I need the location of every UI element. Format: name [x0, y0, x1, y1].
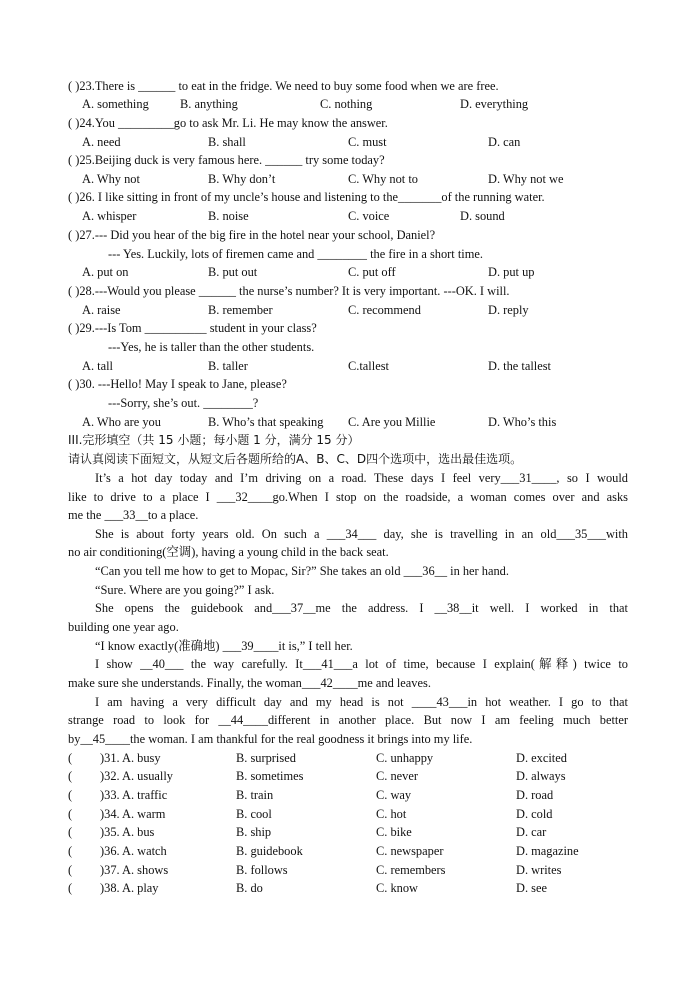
- cloze-33-option-b: B. train: [236, 788, 274, 802]
- cloze-34-option-d: D. cold: [516, 807, 553, 821]
- q24-option-d: D. can: [488, 135, 521, 149]
- question-23-stem: ( )23.There is ______ to eat in the fridge. We need to buy some food when we are free.: [68, 79, 499, 93]
- passage-line: no air conditioning(空调), having a young child in the back seat.: [68, 545, 389, 559]
- cloze-32-option-b: B. sometimes: [236, 769, 304, 783]
- q27-option-a: A. put on: [82, 265, 129, 279]
- cloze-33-option-a: )33. A. traffic: [100, 788, 168, 802]
- q28-option-c: C. recommend: [348, 303, 421, 317]
- section-instruction: 请认真阅读下面短文，从短文后各题所给的A、B、C、D四个选项中，选出最佳选项。: [68, 452, 523, 466]
- passage-line: It’s a hot day today and I’m driving on a road. These days I feel very___31____, so I would: [95, 471, 628, 485]
- cloze-35-option-d: D. car: [516, 825, 547, 839]
- q24-option-b: B. shall: [208, 135, 246, 149]
- q23-option-a: A. something: [82, 97, 149, 111]
- cloze-paren: (: [68, 863, 73, 877]
- cloze-38-option-c: C. know: [376, 881, 418, 895]
- passage-line: “Can you tell me how to get to Mopac, Sir?” She takes an old ___36__ in her hand.: [95, 564, 509, 578]
- cloze-33-option-d: D. road: [516, 788, 554, 802]
- cloze-36-option-a: )36. A. watch: [100, 844, 167, 858]
- cloze-32-option-c: C. never: [376, 769, 418, 783]
- cloze-37-option-d: D. writes: [516, 863, 562, 877]
- cloze-32-option-d: D. always: [516, 769, 566, 783]
- passage-line: “I know exactly(准确地) ___39____it is,” I tell her.: [95, 639, 353, 653]
- cloze-36-option-d: D. magazine: [516, 844, 579, 858]
- question-29-stem: ( )29.---Is Tom __________ student in your class?: [68, 321, 317, 335]
- q27-option-d: D. put up: [488, 265, 535, 279]
- cloze-31-option-c: C. unhappy: [376, 751, 434, 765]
- passage-line: I show __40___ the way carefully. It___41___a lot of time, because I explain(解释) twice to: [95, 657, 628, 671]
- cloze-38-option-a: )38. A. play: [100, 881, 159, 895]
- q30-option-c: C. Are you Millie: [348, 415, 436, 429]
- passage-line: “Sure. Where are you going?” I ask.: [95, 583, 275, 597]
- cloze-31-option-a: )31. A. busy: [100, 751, 161, 765]
- cloze-38-option-b: B. do: [236, 881, 263, 895]
- q24-option-a: A. need: [82, 135, 121, 149]
- cloze-35-option-b: B. ship: [236, 825, 272, 839]
- cloze-paren: (: [68, 751, 73, 765]
- cloze-paren: (: [68, 788, 73, 802]
- cloze-36-option-b: B. guidebook: [236, 844, 303, 858]
- cloze-38-option-d: D. see: [516, 881, 547, 895]
- passage-line: strange road to look for __44____different in another place. But now I am feeling much better: [68, 713, 628, 727]
- question-30-stem: ( )30. ---Hello! May I speak to Jane, please?: [68, 377, 287, 391]
- cloze-paren: (: [68, 769, 73, 783]
- q23-option-d: D. everything: [460, 97, 529, 111]
- q24-option-c: C. must: [348, 135, 387, 149]
- question-27-stem: ( )27.--- Did you hear of the big fire in the hotel near your school, Daniel?: [68, 228, 436, 242]
- q29-option-d: D. the tallest: [488, 359, 551, 373]
- question-27-continuation: --- Yes. Luckily, lots of firemen came and ________ the fire in a short time.: [108, 247, 483, 261]
- q25-option-d: D. Why not we: [488, 172, 564, 186]
- q25-option-c: C. Why not to: [348, 172, 418, 186]
- cloze-35-option-c: C. bike: [376, 825, 412, 839]
- question-25-stem: ( )25.Beijing duck is very famous here. ______ try some today?: [68, 153, 385, 167]
- q27-option-b: B. put out: [208, 265, 258, 279]
- cloze-32-option-a: )32. A. usually: [100, 769, 173, 783]
- q29-option-b: B. taller: [208, 359, 248, 373]
- cloze-37-option-c: C. remembers: [376, 863, 446, 877]
- passage-line: She is about forty years old. On such a ___34___ day, she is travelling in an old___35___with: [95, 527, 628, 541]
- cloze-31-option-d: D. excited: [516, 751, 567, 765]
- question-24-stem: ( )24.You _________go to ask Mr. Li. He may know the answer.: [68, 116, 388, 130]
- q30-option-d: D. Who’s this: [488, 415, 557, 429]
- cloze-34-option-c: C. hot: [376, 807, 407, 821]
- q30-option-b: B. Who’s that speaking: [208, 415, 324, 429]
- cloze-37-option-a: )37. A. shows: [100, 863, 169, 877]
- question-26-stem: ( )26. I like sitting in front of my uncle’s house and listening to the_______of the running water.: [68, 190, 545, 204]
- question-30-continuation: ---Sorry, she’s out. ________?: [108, 396, 259, 410]
- passage-line: I am having a very difficult day and my head is not ____43___in hot weather. I go to that: [95, 695, 628, 709]
- q28-option-b: B. remember: [208, 303, 273, 317]
- q29-option-a: A. tall: [82, 359, 113, 373]
- cloze-31-option-b: B. surprised: [236, 751, 296, 765]
- q23-option-b: B. anything: [180, 97, 238, 111]
- question-29-continuation: ---Yes, he is taller than the other students.: [108, 340, 315, 354]
- q28-option-d: D. reply: [488, 303, 529, 317]
- cloze-35-option-a: )35. A. bus: [100, 825, 155, 839]
- cloze-34-option-b: B. cool: [236, 807, 272, 821]
- passage-line: building one year ago.: [68, 620, 179, 634]
- cloze-33-option-c: C. way: [376, 788, 412, 802]
- cloze-37-option-b: B. follows: [236, 863, 288, 877]
- q28-option-a: A. raise: [82, 303, 121, 317]
- passage-line: me the ___33__to a place.: [68, 508, 199, 522]
- question-28-stem: ( )28.---Would you please ______ the nurse’s number? It is very important. ---OK. I will.: [68, 284, 510, 298]
- q26-option-b: B. noise: [208, 209, 249, 223]
- q26-option-a: A. whisper: [82, 209, 137, 223]
- q30-option-a: A. Who are you: [82, 415, 161, 429]
- section-title: III.完形填空（共 15 小题；每小题 1 分，满分 15 分）: [68, 433, 360, 447]
- cloze-34-option-a: )34. A. warm: [100, 807, 166, 821]
- q25-option-b: B. Why don’t: [208, 172, 276, 186]
- cloze-paren: (: [68, 807, 73, 821]
- q29-option-c: C.tallest: [348, 359, 389, 373]
- q26-option-c: C. voice: [348, 209, 390, 223]
- q26-option-d: D. sound: [460, 209, 505, 223]
- passage-line: by__45____the woman. I am thankful for the real goodness it brings into my life.: [68, 732, 473, 746]
- q27-option-c: C. put off: [348, 265, 396, 279]
- cloze-paren: (: [68, 844, 73, 858]
- passage-line: She opens the guidebook and___37__me the address. I __38__it well. I worked in that: [95, 601, 628, 615]
- cloze-36-option-c: C. newspaper: [376, 844, 444, 858]
- passage-line: like to drive to a place I ___32____go.When I stop on the roadside, a woman comes over and asks: [68, 490, 628, 504]
- cloze-paren: (: [68, 881, 73, 895]
- q25-option-a: A. Why not: [82, 172, 140, 186]
- cloze-paren: (: [68, 825, 73, 839]
- passage-line: make sure she understands. Finally, the woman___42____me and leaves.: [68, 676, 431, 690]
- q23-option-c: C. nothing: [320, 97, 373, 111]
